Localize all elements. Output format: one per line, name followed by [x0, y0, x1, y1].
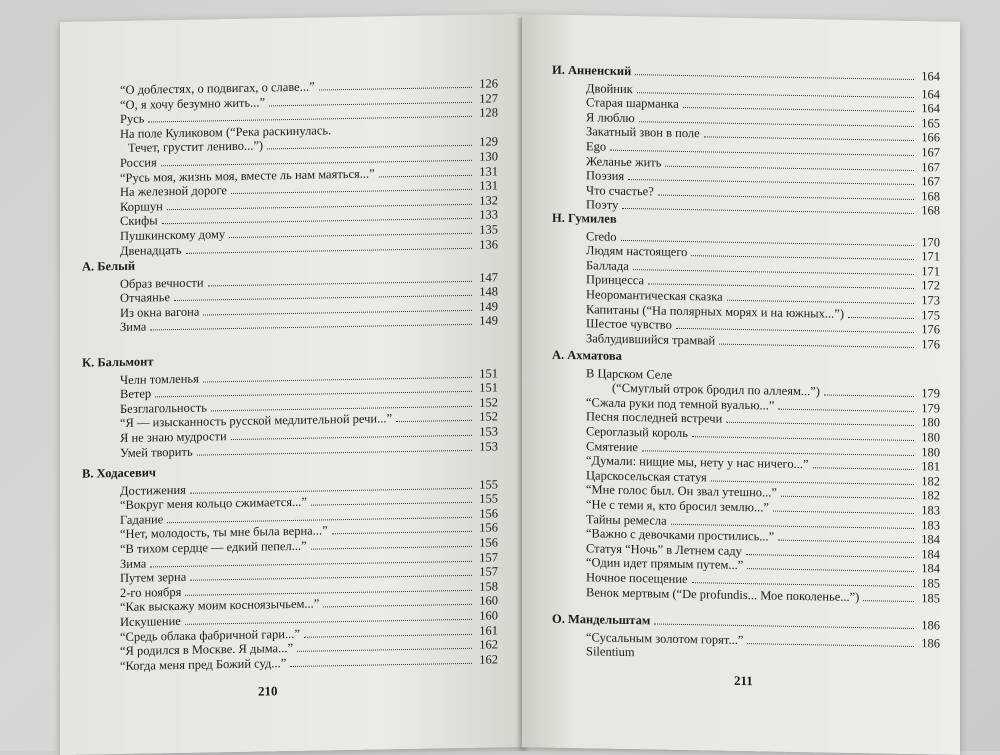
dot-leader: [848, 316, 914, 318]
toc-entry-page: 186: [921, 635, 940, 651]
toc-entry-page: 173: [921, 293, 940, 308]
toc-entry-page: 132: [479, 193, 498, 208]
dot-leader: [781, 496, 914, 499]
open-book: [40, 18, 960, 751]
toc-entry-title: Неоромантическая сказка: [586, 287, 723, 304]
toc-entry-title: “Русь моя, жизнь моя, вместе ль нам маяться...”: [120, 166, 375, 185]
toc-entry-title: “Средь облака фабричной гари...”: [120, 626, 300, 644]
khodasevich-section: [82, 459, 498, 674]
dot-leader: [311, 546, 472, 550]
toc-entry-title: Путем зерна: [120, 569, 187, 586]
blok-section: [120, 76, 498, 258]
toc-entry-page: 164: [921, 86, 940, 102]
dot-leader: [711, 480, 914, 485]
toc-entry-title: Россия: [120, 155, 157, 170]
toc-entry-title: Шестое чувство: [586, 316, 672, 332]
toc-entry-title: Silentium: [586, 644, 635, 660]
page-number-left: 210: [258, 683, 278, 699]
toc-entry-title: Капитаны (“На полярных морях и на южных...”): [586, 301, 844, 321]
toc-entry-page: 158: [479, 579, 498, 594]
toc-entry-page: 152: [479, 395, 498, 410]
toc-entry-title: Гадание: [120, 512, 164, 527]
toc-entry-title: Людям настоящего: [586, 243, 688, 260]
toc-entry-page: 160: [479, 593, 498, 609]
toc-entry-page: 171: [921, 263, 940, 279]
toc-entry-title: Баллада: [586, 258, 629, 273]
toc-entry-page: 181: [921, 459, 940, 474]
toc-entry-title: Течет, грустит лениво...”): [128, 138, 264, 156]
toc-entry-title: “Важно с девочками простились...”: [586, 526, 775, 544]
dot-leader: [654, 623, 914, 629]
dot-leader: [773, 510, 914, 513]
toc-entry-title: Ego: [586, 139, 607, 154]
toc-entry-title: Песня последней встречи: [586, 409, 723, 427]
toc-entry-page: 167: [921, 159, 940, 175]
dot-leader: [290, 663, 472, 667]
toc-entry-page: 156: [479, 520, 498, 536]
toc-entry-title: “Мне голос был. Он звал утешно...”: [586, 482, 777, 500]
toc-entry-title: “Я — изысканность русской медлительной речи...”: [120, 411, 393, 431]
toc-entry-title: Принцесса: [586, 272, 645, 288]
toc-entry-page: 186: [921, 618, 940, 633]
author-name: И. Анненский: [552, 62, 632, 79]
toc-entry-page: 185: [921, 590, 940, 605]
toc-entry-page: 179: [921, 386, 940, 401]
toc-entry-page: 184: [921, 546, 940, 562]
toc-entry-page: 136: [479, 236, 498, 252]
dot-leader: [396, 420, 472, 422]
mandelstam-section: [552, 612, 940, 666]
toc-entry-title: “Как выскажу моим косноязычьем...”: [120, 596, 320, 615]
toc-entry-title: Я люблю: [586, 110, 635, 125]
dot-leader: [704, 137, 914, 142]
toc-entry-page: 161: [479, 622, 498, 638]
toc-entry-page: 131: [479, 163, 498, 179]
toc-entry-page: 153: [479, 424, 498, 439]
toc-entry-title: “Нет, молодость, ты мне была верна...”: [120, 523, 328, 542]
toc-entry-title: Статуя “Ночь” в Летнем саду: [586, 541, 742, 558]
toc-entry-page: 172: [921, 278, 940, 293]
author-name: О. Мандельштам: [552, 611, 651, 628]
toc-entry-page: 127: [479, 90, 498, 106]
toc-entry-title: Заблудившийся трамвай: [586, 331, 716, 348]
toc-entry-page: 171: [921, 249, 940, 264]
dot-leader: [747, 568, 914, 572]
toc-entry-page: 185: [921, 576, 940, 591]
balmont-section: [82, 348, 498, 460]
toc-entry-title: Credo: [586, 228, 617, 244]
toc-entry-title: Пушкинскому дому: [120, 227, 226, 243]
toc-entry-page: 162: [479, 637, 498, 652]
toc-entry-page: 180: [921, 444, 940, 460]
toc-entry-title: “О доблестях, о подвигах, о славе...”: [120, 79, 315, 97]
toc-entry-title: Тайны ремесла: [586, 511, 667, 528]
toc-entry-title: Русь: [120, 111, 145, 127]
toc-entry-title: “В тихом сердце — едкий пепел...”: [120, 538, 307, 556]
toc-entry-page: 152: [479, 409, 498, 425]
toc-entry-title: Двенадцать: [120, 242, 182, 258]
dot-leader: [726, 422, 914, 426]
dot-leader: [311, 502, 472, 506]
toc-entry-page: 131: [479, 178, 498, 193]
toc-entry-title: Двойник: [586, 80, 633, 96]
toc-entry-page: 156: [479, 535, 498, 550]
dot-leader: [379, 174, 472, 177]
toc-entry-page: 168: [921, 203, 940, 218]
toc-entry-page: 157: [479, 564, 498, 579]
toc-entry-title: “Думали: нищие мы, нету у нас ничего...”: [586, 453, 809, 472]
toc-entry-page: 148: [479, 284, 498, 299]
dot-leader: [824, 395, 914, 398]
toc-entry-page: 157: [479, 549, 498, 565]
bely-section: [82, 252, 498, 335]
toc-entry-page: 149: [479, 299, 498, 314]
author-name: К. Бальмонт: [82, 354, 154, 370]
toc-entry-page: 155: [479, 491, 498, 506]
toc-entry-page: 168: [921, 188, 940, 204]
toc-entry-title: Закатный звон в поле: [586, 124, 700, 141]
toc-entry-title: Ветер: [120, 386, 152, 402]
toc-entry-page: 167: [921, 145, 940, 160]
toc-entry-page: 151: [479, 365, 498, 381]
toc-entry-page: 149: [479, 313, 498, 329]
toc-entry-page: 180: [921, 415, 940, 430]
toc-entry-title: Из окна вагона: [120, 304, 200, 320]
toc-entry-page: 162: [479, 652, 498, 667]
toc-entry-title: Челн томленья: [120, 371, 199, 387]
dot-leader: [267, 145, 472, 150]
toc-entry-page: 153: [479, 438, 498, 454]
toc-entry-title: “Я родился в Москве. Я дыма...”: [120, 641, 294, 659]
dot-leader: [297, 648, 472, 652]
toc-entry-page: 147: [479, 269, 498, 285]
toc-entry-title: Поэту: [586, 197, 619, 213]
toc-entry-title: 2-го ноября: [120, 584, 182, 600]
author-name: Н. Гумилев: [552, 210, 617, 226]
dot-leader: [778, 540, 914, 543]
toc-entry-title: Умей творить: [120, 444, 193, 460]
annensky-section: [552, 63, 940, 219]
toc-entry-title: Поэзия: [586, 168, 625, 184]
toc-entry-title: “Не с теми я, кто бросил землю...”: [586, 497, 769, 515]
dot-leader: [778, 408, 914, 411]
toc-entry-title: В Царском Селе: [586, 365, 673, 382]
toc-entry-page: 151: [479, 380, 498, 395]
author-name: В. Ходасевич: [82, 465, 156, 481]
toc-entry-page: 184: [921, 532, 940, 547]
toc-entry-page: 182: [921, 473, 940, 489]
toc-entry-page: 184: [921, 561, 940, 576]
dot-leader: [304, 633, 472, 637]
toc-entry-page: 176: [921, 322, 940, 337]
dot-leader: [323, 604, 472, 608]
toc-entry-title: (“Смуглый отрок бродил по аллеям...”): [612, 380, 820, 399]
dot-leader: [319, 87, 472, 91]
toc-entry-title: Коршун: [120, 198, 163, 214]
toc-entry-page: 133: [479, 207, 498, 223]
toc-entry-page: 183: [921, 503, 940, 518]
toc-entry-title: Смятение: [586, 438, 638, 454]
dot-leader: [150, 324, 472, 331]
toc-entry-page: 176: [921, 336, 940, 352]
toc-entry-title: Зима: [120, 556, 147, 571]
toc-entry-page: 160: [479, 608, 498, 623]
toc-entry-page: 164: [921, 101, 940, 116]
dot-leader: [691, 255, 914, 260]
akhmatova-section: [552, 348, 940, 606]
toc-entry-title: “Вокруг меня кольцо сжимается...”: [120, 494, 307, 513]
dot-leader: [197, 449, 472, 455]
toc-entry-title: На поле Куликовом (“Река раскинулась.: [120, 123, 332, 141]
toc-entry-page: 128: [479, 105, 498, 120]
toc-entry-page: 156: [479, 506, 498, 521]
toc-entry-title: “Сжала руки под темной вуалью...”: [586, 395, 775, 413]
toc-entry-page: 164: [921, 69, 940, 84]
toc-entry-title: Образ вечности: [120, 275, 204, 291]
dot-leader: [186, 247, 472, 253]
toc-entry-page: 129: [479, 134, 498, 150]
toc-entry-page: 183: [921, 517, 940, 533]
toc-entry-title: “Когда меня пред Божий суд...”: [120, 655, 287, 673]
toc-entry-title: Отчаянье: [120, 290, 171, 306]
toc-entry-title: Ночное посещение: [586, 570, 688, 586]
toc-entry-title: “Сусальным золотом горят...”: [586, 629, 744, 647]
toc-entry-title: Царскосельская статуя: [586, 468, 707, 485]
toc-entry-page: 166: [921, 130, 940, 145]
author-name: А. Белый: [82, 258, 136, 274]
dot-leader: [719, 343, 914, 347]
toc-entry-page: 165: [921, 115, 940, 131]
toc-entry-title: Венок мертвым (“De profundis... Мое поколенье...”): [586, 584, 860, 604]
toc-entry-title: Я не знаю мудрости: [120, 429, 227, 445]
toc-entry-page: 180: [921, 430, 940, 445]
left-page: [60, 14, 522, 755]
toc-entry-title: Скифы: [120, 213, 158, 229]
gumilev-section: [552, 211, 940, 352]
toc-entry-page: 175: [921, 307, 940, 323]
toc-entry-title: Безглагольность: [120, 400, 207, 416]
author-name: А. Ахматова: [552, 347, 622, 363]
dot-leader: [727, 300, 914, 304]
dot-leader: [747, 643, 914, 647]
toc-entry-page: 155: [479, 476, 498, 492]
toc-entry-page: 182: [921, 488, 940, 503]
dot-leader: [813, 467, 915, 470]
toc-entry-page: 126: [479, 76, 498, 91]
dot-leader: [863, 600, 914, 602]
dot-leader: [635, 74, 914, 80]
toc-entry-title: Что счастье?: [586, 183, 654, 199]
toc-entry-page: 170: [921, 234, 940, 250]
dot-leader: [746, 554, 914, 558]
toc-entry-title: На железной дороге: [120, 183, 227, 200]
page-number-right: 211: [734, 672, 753, 689]
toc-entry-title: Искушение: [120, 613, 181, 629]
dot-leader: [692, 582, 914, 587]
toc-entry-title: Достижения: [120, 482, 186, 498]
toc-entry-page: 135: [479, 222, 498, 237]
toc-entry-title: “О, я хочу безумно жить...”: [120, 95, 266, 112]
dot-leader: [269, 101, 472, 106]
toc-entry-title: Зима: [120, 319, 147, 335]
toc-entry-title: Желанье жить: [586, 153, 662, 170]
toc-entry-page: 167: [921, 174, 940, 189]
toc-entry-page: 179: [921, 400, 940, 416]
toc-entry-title: Старая шарманка: [586, 95, 679, 112]
toc-entry-title: “Один идет прямым путем...”: [586, 555, 744, 573]
dot-leader: [332, 531, 472, 534]
right-page: [522, 14, 960, 755]
toc-entry-page: 130: [479, 149, 498, 164]
dot-leader: [692, 436, 914, 441]
toc-entry-title: Сероглазый король: [586, 424, 688, 441]
